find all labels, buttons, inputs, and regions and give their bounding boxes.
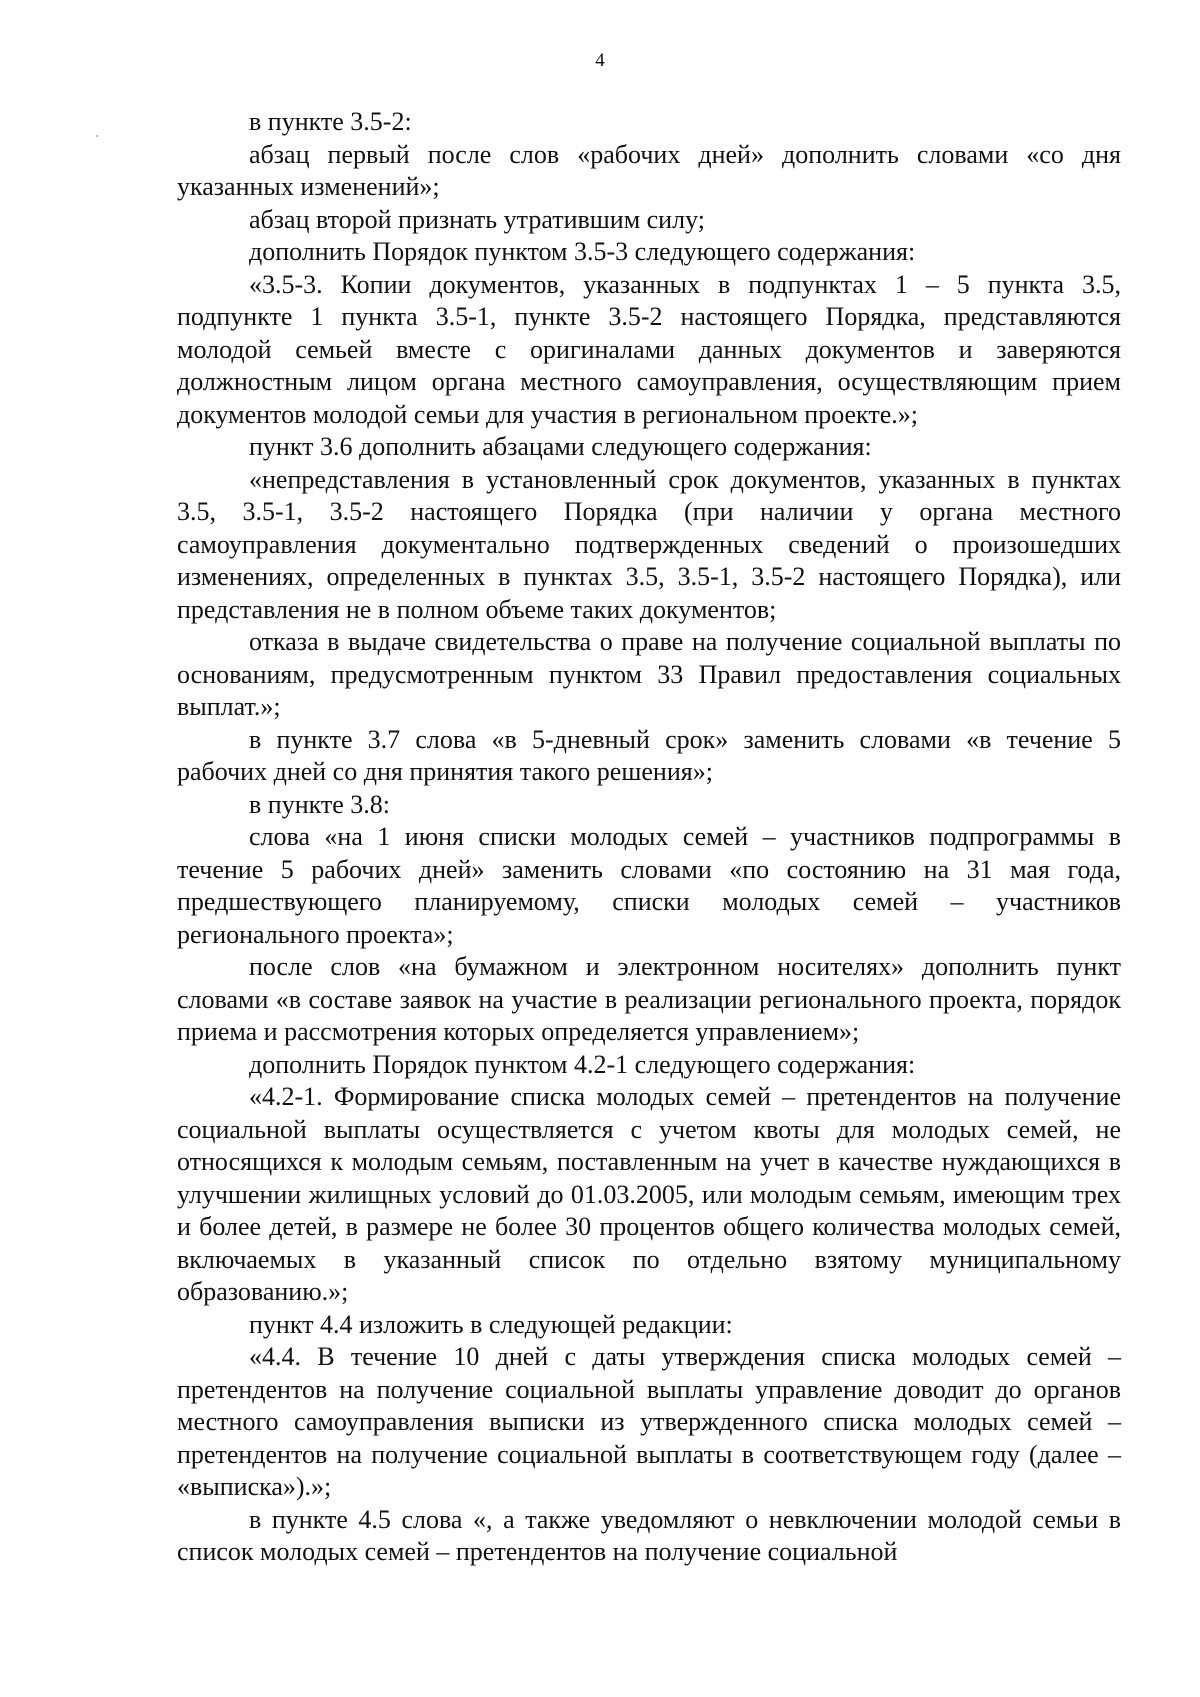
paragraph-13: дополнить Порядок пунктом 4.2-1 следующего содержания: xyxy=(249,1049,916,1079)
paragraph-6: пункт 3.6 дополнить абзацами следующего содержания: xyxy=(249,432,872,461)
paragraph-4: дополнить Порядок пунктом 3.5-3 следующего содержания: xyxy=(249,237,916,266)
paragraph-11: слова «на 1 июня списки молодых семей – участников подпрограммы в течение 5 рабочих дней» заменить словами «по состоянию на 31 мая года, предшествующего планируемому, списки молодых семей – участников регионального проекта»; xyxy=(177,822,1121,949)
paragraph-15: пункт 4.4 изложить в следующей редакции: xyxy=(249,1309,733,1339)
paragraph-9: в пункте 3.7 слова «в 5-дневный срок» заменить словами «в течение 5 рабочих дней со дня принятия такого решения»; xyxy=(177,724,1121,786)
paragraph-8: отказа в выдаче свидетельства о праве на получение социальной выплаты по основаниям, предусмотренным пунктом 33 Правил предоставления социальных выплат.»; xyxy=(177,627,1121,721)
scan-speck xyxy=(96,135,98,137)
paragraph-2: абзац первый после слов «рабочих дней» дополнить словами «со дня указанных изменений»; xyxy=(177,139,1121,201)
page-number: 4 xyxy=(595,50,605,71)
paragraph-16: «4.4. В течение 10 дней с даты утверждения списка молодых семей – претендентов на получение социальной выплаты управление доводит до органов местного самоуправления выписки из утвержденного списка молодых семей – претендентов на получение социальной выплаты в соответствующем году (далее – «выписка»).»; xyxy=(177,1342,1121,1501)
paragraph-5: «3.5-3. Копии документов, указанных в подпунктах 1 – 5 пункта 3.5, подпункте 1 пункта 3.5-1, пункте 3.5-2 настоящего Порядка, представляются молодой семьей вместе с оригиналами данных документов и заверяются должностным лицом органа местного самоуправления, осуществляющим прием документов молодой семьи для участия в региональном проекте.»; xyxy=(177,269,1121,429)
paragraph-17: в пункте 4.5 слова «, а также уведомляют о невключении молодой семьи в список молодых семей – претендентов на получение социальной xyxy=(177,1504,1121,1566)
paragraph-14: «4.2-1. Формирование списка молодых семей – претендентов на получение социальной выплаты осуществляется с учетом квоты для молодых семей, не относящихся к молодым семьям, поставленным на учет в качестве нуждающихся в улучшении жилищных условий до 01.03.2005, или молодым семьям, имеющим трех и более детей, в размере не более 30 процентов общего количества молодых семей, включаемых в указанный список по отдельно взятому муниципальному образованию.»; xyxy=(177,1082,1121,1306)
paragraph-12: после слов «на бумажном и электронном носителях» дополнить пункт словами «в составе заявок на участие в реализации регионального проекта, порядок приема и рассмотрения которых определяется управлением»; xyxy=(177,952,1121,1046)
document-body xyxy=(177,106,1121,1569)
paragraph-10: в пункте 3.8: xyxy=(249,789,391,819)
paragraph-1: в пункте 3.5-2: xyxy=(249,107,412,136)
paragraph-7: «непредставления в установленный срок документов, указанных в пунктах 3.5, 3.5-1, 3.5-2 настоящего Порядка (при наличии у органа местного самоуправления документально подтвержденных сведений о произошедших изменениях, определенных в пунктах 3.5, 3.5-1, 3.5-2 настоящего Порядка), или представления не в полном объеме таких документов; xyxy=(177,464,1121,624)
paragraph-3: абзац второй признать утратившим силу; xyxy=(249,204,705,234)
